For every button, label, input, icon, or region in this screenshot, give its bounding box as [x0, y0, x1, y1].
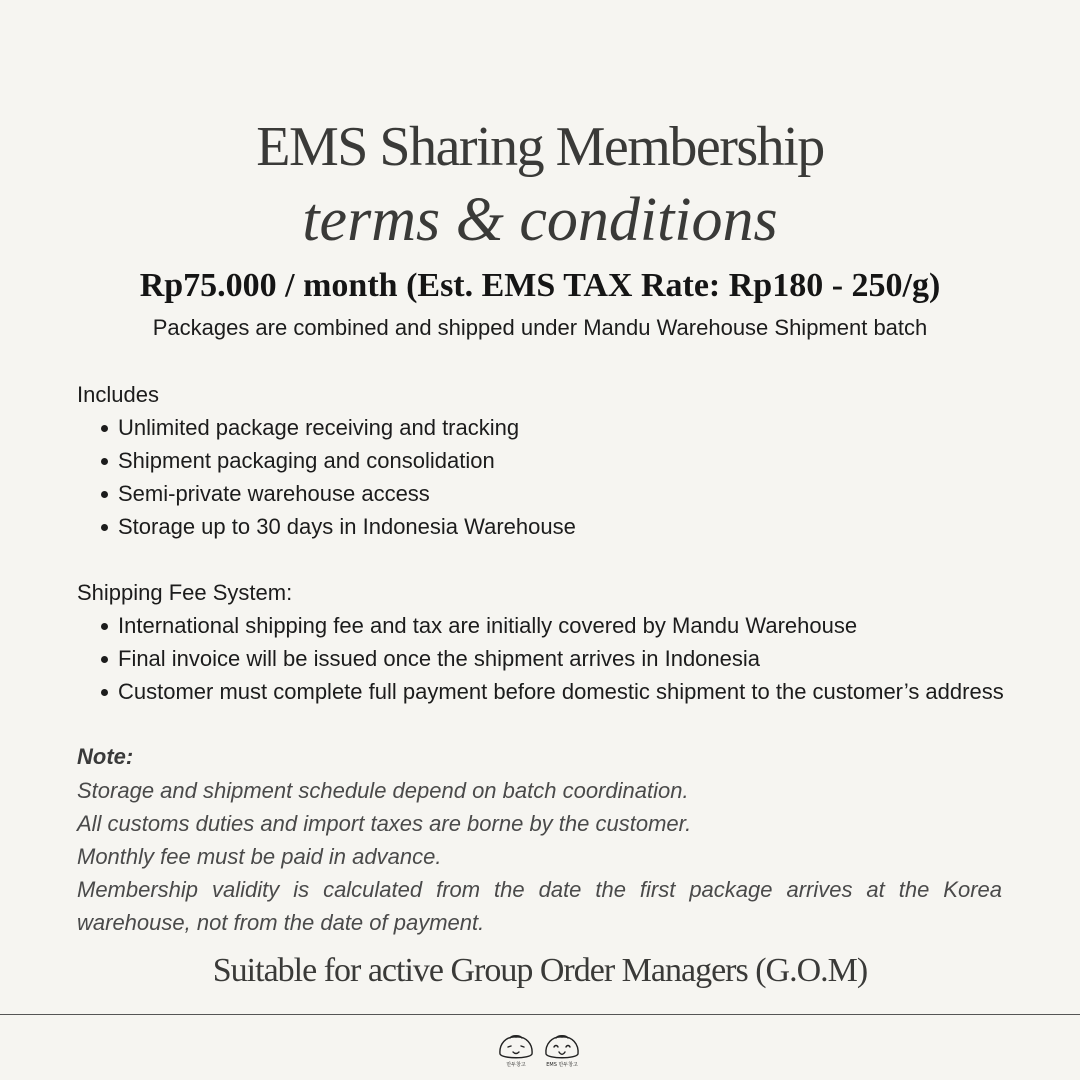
logo-caption-right: EMS 만두창고 — [546, 1062, 578, 1068]
list-item: International shipping fee and tax are initially covered by Mandu Warehouse — [77, 609, 1017, 642]
dumpling-left-icon — [500, 1036, 532, 1058]
price-line: Rp75.000 / month (Est. EMS TAX Rate: Rp180 - 250/g) — [139, 267, 941, 304]
list-item: Final invoice will be issued once the shipment arrives in Indonesia — [77, 642, 1017, 675]
list-item: Shipment packaging and consolidation — [77, 444, 1017, 477]
divider — [0, 1014, 1080, 1015]
description: Packages are combined and shipped under Mandu Warehouse Shipment batch — [152, 315, 928, 340]
notes — [77, 774, 1002, 939]
page-subtitle: terms & conditions — [302, 186, 778, 254]
dumpling-right-icon — [546, 1036, 578, 1058]
includes-heading: Includes — [77, 382, 159, 407]
shipping-heading: Shipping Fee System: — [77, 580, 293, 605]
note-line: Storage and shipment schedule depend on batch coordination. — [77, 778, 689, 803]
logo-caption-left: 만두창고 — [506, 1062, 526, 1068]
note-line: Monthly fee must be paid in advance. — [77, 844, 442, 869]
note-line: Membership validity is calculated from the date the first package arrives at the Korea warehouse, not from the date of payment. — [77, 877, 1002, 935]
shipping-list — [77, 609, 1017, 708]
tagline: Suitable for active Group Order Managers (G.O.M) — [212, 952, 868, 989]
list-item: Customer must complete full payment before domestic shipment to the customer’s address — [77, 675, 1017, 708]
mandu-logo — [496, 1030, 588, 1068]
list-item: Semi-private warehouse access — [77, 477, 1017, 510]
note-line: All customs duties and import taxes are borne by the customer. — [77, 811, 692, 836]
page-title: EMS Sharing Membership — [256, 116, 824, 178]
note-label: Note: — [77, 744, 134, 769]
list-item: Unlimited package receiving and tracking — [77, 411, 1017, 444]
includes-list — [77, 411, 1017, 543]
list-item: Storage up to 30 days in Indonesia Warehouse — [77, 510, 1017, 543]
